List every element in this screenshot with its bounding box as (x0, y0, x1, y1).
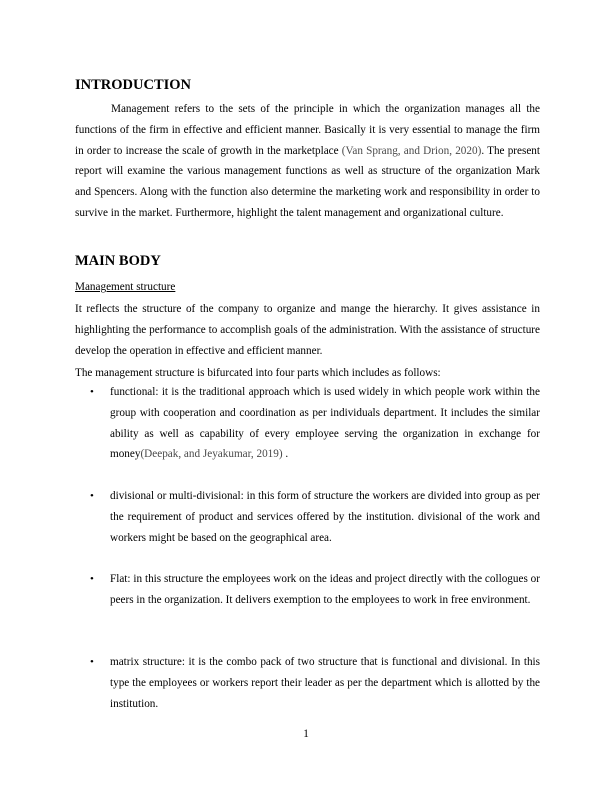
bullet-text-end: . (282, 448, 289, 461)
main-body-heading: MAIN BODY (75, 253, 161, 269)
bullet-item-matrix (90, 652, 540, 714)
bullet-item-divisional (90, 486, 540, 548)
bullet-icon: • (90, 573, 94, 585)
bullet-item-flat (90, 569, 540, 611)
bullet-item-functional (90, 382, 540, 465)
management-structure-subheading: Management structure (75, 281, 176, 293)
bullet-citation: (Deepak, and Jeyakumar, 2019) (140, 448, 283, 461)
bullet-icon: • (90, 386, 94, 398)
bullet-text: divisional or multi-divisional: in this form of structure the workers are divided into group as per the requirement of product and services offered by the institution. divisional of the work and workers might be based on the geographical area. (110, 490, 540, 544)
bullet-text: functional: it is the traditional approach which is used widely in which people work within the group with cooperation and coordination as per individuals department. It includes the similar ability as well as capability of every employee serving the organization in exchange for money (110, 386, 540, 461)
bullet-text: Flat: in this structure the employees work on the ideas and project directly with the collogues or peers in the organization. It delivers exemption to the employees to work in free environment. (110, 573, 540, 606)
structure-paragraph: It reflects the structure of the company to organize and mange the hierarchy. It gives assistance in highlighting the performance to accomplish goals of the administration. With the assistance of structure develop the operation in effective and efficient manner. (75, 303, 540, 357)
intro-text-part-1: Management refers to the sets of the principle in which the organization manages all the functions of the firm in effective and efficient manner. Basically it is very essential to manage the firm in order to increase the scale of growth in the marketplace (75, 103, 540, 157)
bifurcation-paragraph: The management structure is bifurcated into four parts which includes as follows: (75, 367, 441, 379)
intro-citation: (Van Sprang, and Drion, 2020) (341, 144, 482, 157)
introduction-heading: INTRODUCTION (75, 77, 192, 93)
intro-text-part-2: . The present report will examine the various management functions as well as structure of the organization Mark and Spencers. Along with the function also determine the marketing work and responsibility in order to survive in the market. Furthermore, highlight the talent management and organizational culture. (75, 144, 540, 219)
introduction-paragraph (75, 99, 540, 224)
bullet-text: matrix structure: it is the combo pack of two structure that is functional and divisional. In this type the employees or workers report their leader as per the department which is allotted by the institution. (110, 656, 540, 710)
page-number: 1 (303, 728, 309, 740)
bullet-icon: • (90, 656, 94, 668)
bullet-icon: • (90, 490, 94, 502)
